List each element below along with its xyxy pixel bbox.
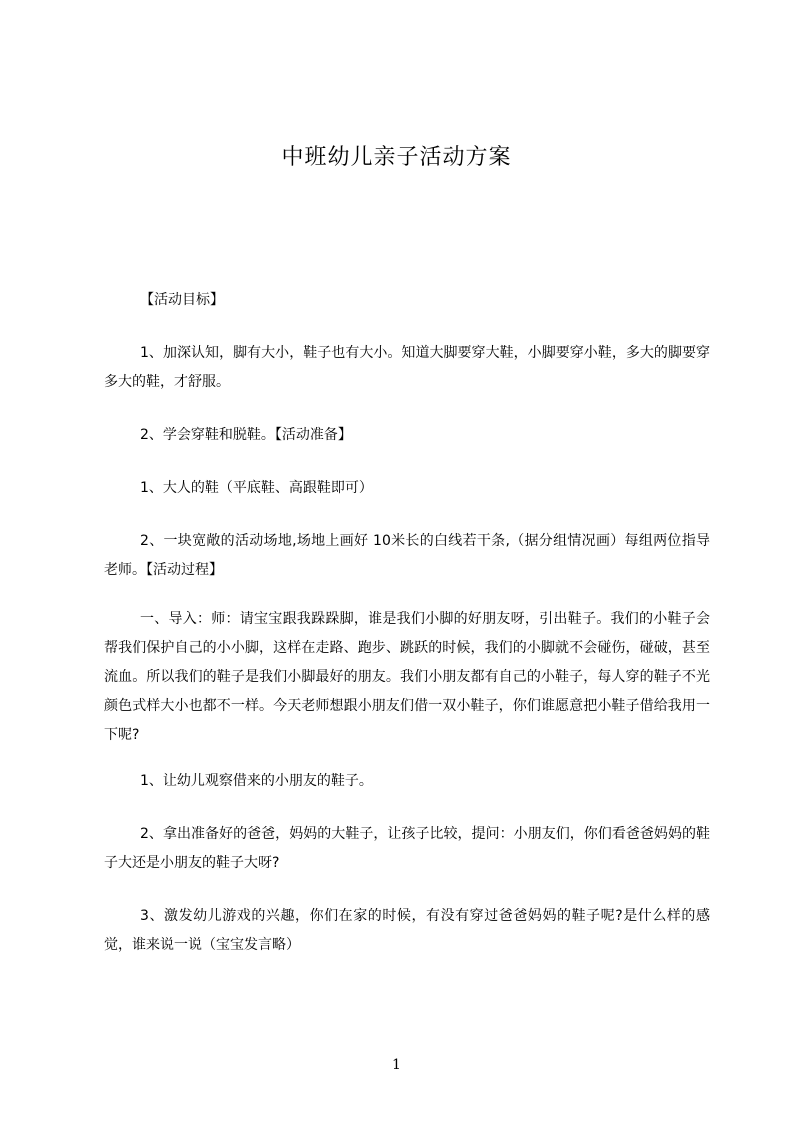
paragraph-activity-goals-heading: 【活动目标】 [140, 292, 224, 308]
paragraph-step-1: 1、让幼儿观察借来的小朋友的鞋子。 [140, 773, 373, 789]
paragraph-prep-2: 2、一块宽敞的活动场地,场地上画好 10米长的白线若干条,（据分组情况画）每组两位指导老师。【活动过程】 [104, 533, 710, 578]
paragraph-step-2: 2、拿出准备好的爸爸，妈妈的大鞋子，让孩子比较，提问：小朋友们，你们看爸爸妈妈的鞋子大还是小朋友的鞋子大呀? [104, 826, 710, 871]
document-title: 中班幼儿亲子活动方案 [281, 145, 512, 170]
paragraph-step-3: 3、激发幼儿游戏的兴趣，你们在家的时候，有没有穿过爸爸妈妈的鞋子呢?是什么样的感觉，谁来说一说（宝宝发言略） [104, 908, 710, 953]
page-number: 1 [392, 1057, 401, 1073]
paragraph-goal-2: 2、学会穿鞋和脱鞋。【活动准备】 [140, 427, 352, 443]
paragraph-prep-1: 1、大人的鞋（平底鞋、高跟鞋即可） [140, 480, 373, 496]
paragraph-goal-1: 1、加深认知，脚有大小，鞋子也有大小。知道大脚要穿大鞋，小脚要穿小鞋，多大的脚要穿多大的鞋，才舒服。 [104, 345, 710, 390]
paragraph-process-intro: 一、导入：师：请宝宝跟我跺跺脚，谁是我们小脚的好朋友呀，引出鞋子。我们的小鞋子会帮我们保护自己的小小脚，这样在走路、跑步、跳跃的时候，我们的小脚就不会碰伤，碰破，甚至流血。所以我们的鞋子是我们小脚最好的朋友。我们小朋友都有自己的小鞋子，每人穿的鞋子不光颜色式样大小也都不一样。今天老师想跟小朋友们借一双小鞋子，你们谁愿意把小鞋子借给我用一下呢? [104, 611, 710, 743]
